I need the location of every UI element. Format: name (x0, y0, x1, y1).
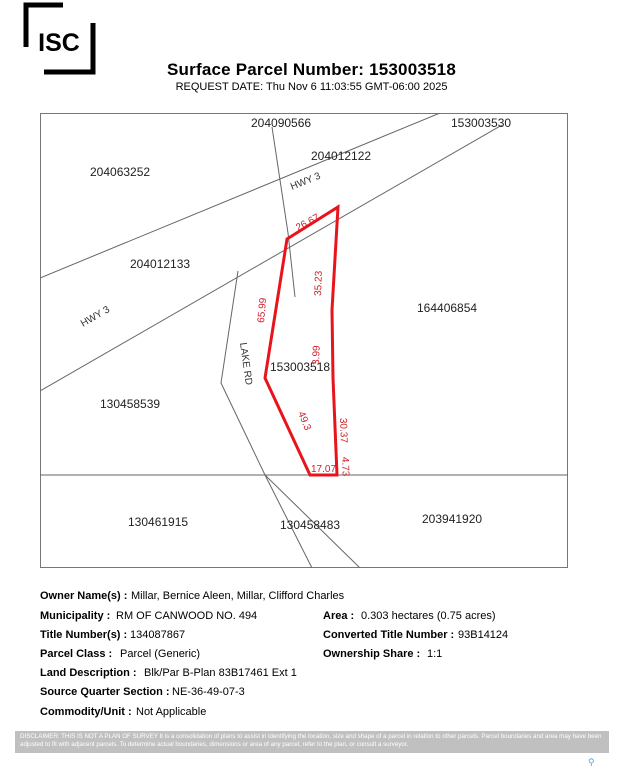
parcel-label: 130458539 (100, 397, 161, 411)
owner-label: Owner Name(s) : (40, 590, 128, 602)
source-quarter-value: NE-36-49-07-3 (172, 686, 245, 698)
dimension-label: 30.37 (337, 417, 349, 444)
ownership-share-label: Ownership Share : (323, 648, 421, 660)
commodity-unit-value: Not Applicable (136, 706, 207, 718)
disclaimer-text: DISCLAIMER: THIS IS NOT A PLAN OF SURVEY It is a consolidation of plans to assist in identifying the location, size and shape of a parcel in relation to other parcels. Parcel boundaries and area may have been adjusted to fit with adjacent parcels. To determine actual boundaries, dimensions or area of any parcel, refer to the plan, or consult a surveyor. (15, 731, 609, 753)
commodity-unit-label: Commodity/Unit : (40, 706, 132, 718)
road-label: LAKE RD (237, 341, 254, 386)
land-description-label: Land Description : (40, 667, 137, 679)
dimension-label: 3.99 (311, 345, 323, 366)
parcel-label: 204012122 (311, 149, 372, 163)
area-value: 0.303 hectares (0.75 acres) (361, 610, 496, 622)
dimension-label: 65.99 (256, 297, 270, 324)
title-number-value: 134087867 (130, 629, 186, 641)
dimension-label: 26.67 (294, 212, 322, 234)
parcel-class-value: Parcel (Generic) (120, 648, 201, 660)
parcel-label: 204012133 (130, 257, 191, 271)
owner-value: Millar, Bernice Aleen, Millar, Clifford Charles (131, 590, 345, 602)
converted-title-value: 93B14124 (458, 629, 509, 641)
parcel-map (40, 113, 568, 568)
municipality-value: RM OF CANWOOD NO. 494 (116, 610, 258, 622)
map-pin-icon: ⚲ (588, 757, 595, 767)
area-label: Area : (323, 610, 355, 622)
parcel-label: 153003530 (451, 116, 512, 130)
road-label: HWY 3 (289, 170, 323, 193)
land-description-value: Blk/Par B-Plan 83B17461 Ext 1 (144, 667, 297, 679)
parcel-label: 130458483 (280, 518, 341, 532)
dimension-label: 49.3 (295, 410, 313, 433)
source-quarter-label: Source Quarter Section : (40, 686, 170, 698)
logo-text: ISC (38, 29, 80, 57)
municipality-label: Municipality : (40, 610, 111, 622)
parcel-label: 204063252 (90, 165, 151, 179)
ownership-share-value: 1:1 (427, 648, 443, 660)
parcel-label: 164406854 (417, 301, 478, 315)
road-label: HWY 3 (79, 304, 112, 330)
page-title: Surface Parcel Number: 153003518 (167, 60, 456, 79)
parcel-label: 153003518 (270, 360, 331, 374)
title-number-label: Title Number(s) : (40, 629, 128, 641)
dimension-label: 4.73 (339, 456, 351, 477)
converted-title-label: Converted Title Number : (323, 629, 455, 641)
parcel-class-label: Parcel Class : (40, 648, 113, 660)
dimension-label: 35.23 (313, 270, 325, 297)
parcel-label: 204090566 (251, 116, 312, 130)
dimension-label: 17.07 (311, 464, 337, 475)
request-date: REQUEST DATE: Thu Nov 6 11:03:55 GMT-06:00 2025 (175, 81, 448, 93)
parcel-label: 203941920 (422, 512, 483, 526)
parcel-label: 130461915 (128, 515, 189, 529)
